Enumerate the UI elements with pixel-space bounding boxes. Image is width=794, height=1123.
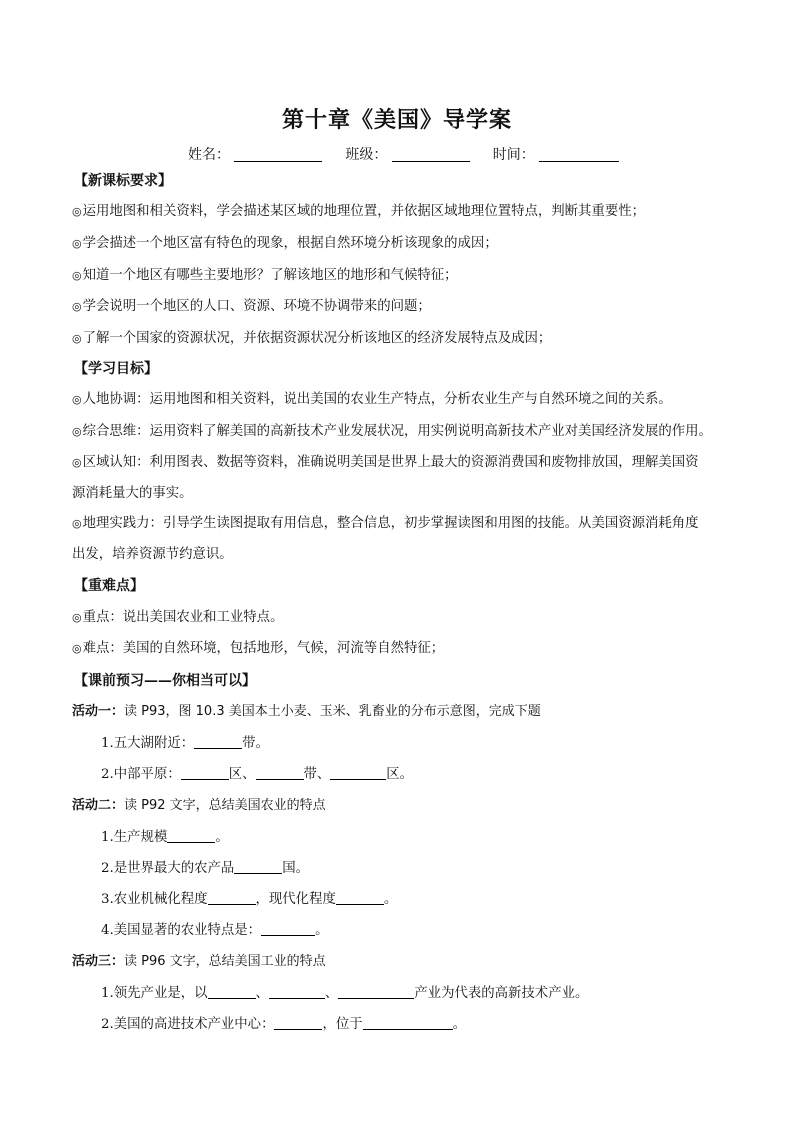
activity-2-q3: 3.农业机械化程度 ，现代化程度 。 [101,892,398,907]
answer-blank[interactable] [181,766,229,780]
time-blank[interactable] [539,147,619,162]
activity-3-q1: 1.领先产业是，以 、 、 产业为代表的高新技术产业。 [101,986,589,1001]
answer-blank[interactable] [208,985,256,999]
section-heading-preview: 【课前预习——你相当可以】 [74,673,256,689]
objective-item: ◎综合思维：运用资料了解美国的高新技术产业发展状况，用实例说明高新技术产业对美国经济发展的作用。 [72,424,712,439]
key-point-item: ◎重点：说出美国农业和工业特点。 [72,610,284,625]
student-info-row [188,144,619,164]
answer-blank[interactable] [234,860,282,874]
activity-2-q4: 4.美国显著的农业特点是： 。 [101,923,329,938]
answer-blank[interactable] [261,922,315,936]
section-heading-objectives: 【学习目标】 [74,361,158,377]
answer-blank[interactable] [338,985,414,999]
activity-3-q2: 2.美国的高进技术产业中心： ，位于 。 [101,1017,467,1032]
answer-blank[interactable] [208,891,256,905]
activity-1-q1: 1.五大湖附近： 带。 [101,736,269,751]
standards-item: ◎学会描述一个地区富有特色的现象，根据自然环境分析该现象的成因； [72,236,498,251]
answer-blank[interactable] [330,766,386,780]
section-heading-key-points: 【重难点】 [74,578,144,594]
key-point-item: ◎难点：美国的自然环境，包括地形，气候，河流等自然特征； [72,641,445,656]
name-blank[interactable] [234,147,322,162]
answer-blank[interactable] [363,1016,453,1030]
time-label: 时间： [492,147,535,163]
page-title: 第十章《美国》导学案 [281,107,512,133]
objective-item: ◎地理实践力：引导学生读图提取有用信息，整合信息，初步掌握读图和用图的技能。从美国资源消耗角度 [72,516,699,531]
objective-item-cont: 源消耗量大的事实。 [72,486,193,501]
answer-blank[interactable] [269,985,325,999]
objective-item: ◎区域认知：利用图表、数据等资料，准确说明美国是世界上最大的资源消费国和废物排放国，理解美国资 [72,455,699,470]
section-heading-standards: 【新课标要求】 [74,173,172,189]
answer-blank[interactable] [274,1016,322,1030]
objective-item: ◎人地协调：运用地图和相关资料，说出美国的农业生产特点，分析农业生产与自然环境之间的关系。 [72,392,672,407]
activity-1: 活动一：读 P93，图 10.3 美国本土小麦、玉米、乳畜业的分布示意图，完成下题 [72,704,541,719]
answer-blank[interactable] [336,891,384,905]
activity-1-q2: 2.中部平原： 区、 带、 区。 [101,767,414,782]
objective-item-cont: 出发，培养资源节约意识。 [72,547,233,562]
class-blank[interactable] [392,147,470,162]
activity-2: 活动二：读 P92 文字，总结美国农业的特点 [72,798,326,813]
standards-item: ◎了解一个国家的资源状况，并依据资源状况分析该地区的经济发展特点及成因； [72,331,552,346]
standards-item: ◎运用地图和相关资料，学会描述某区域的地理位置，并依据区域地理位置特点，判断其重要性； [72,204,646,219]
class-label: 班级： [345,147,388,163]
activity-3: 活动三：读 P96 文字，总结美国工业的特点 [72,954,326,969]
answer-blank[interactable] [194,735,242,749]
activity-2-q1: 1.生产规模 。 [101,830,229,845]
name-label: 姓名： [188,147,230,163]
answer-blank[interactable] [167,829,215,843]
activity-2-q2: 2.是世界最大的农产品 国。 [101,861,310,876]
standards-item: ◎知道一个地区有哪些主要地形？了解该地区的地形和气候特征； [72,268,458,283]
answer-blank[interactable] [256,766,304,780]
standards-item: ◎学会说明一个地区的人口、资源、环境不协调带来的问题； [72,299,431,314]
